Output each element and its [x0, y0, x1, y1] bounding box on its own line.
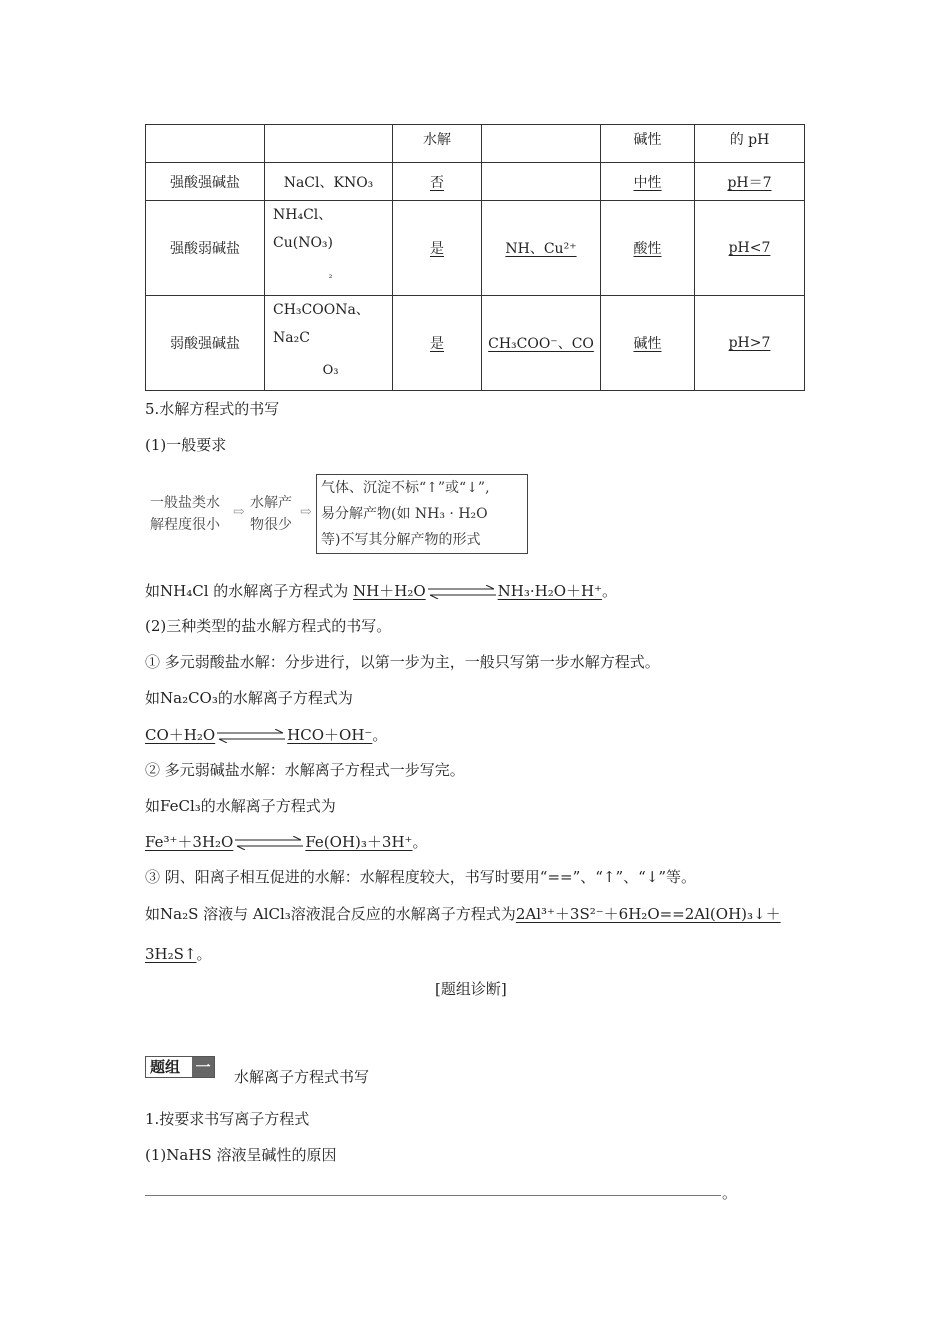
hydrolysis-cell: 是 — [430, 336, 444, 352]
group-title: 水解离子方程式书写 — [234, 1068, 370, 1086]
answer-blank[interactable] — [145, 1195, 721, 1196]
equation-line-1: 2Al³⁺＋3S²⁻＋6H₂O==2Al(OH)₃↓＋ — [515, 905, 781, 923]
type-2-equation — [145, 831, 427, 852]
subsection-title: (1)一般要求 — [145, 436, 227, 454]
solution-nature-cell: 碱性 — [633, 336, 662, 352]
example-text: 如NH₄Cl 的水解离子方程式为 — [145, 582, 349, 600]
question-1-part-1: (1)NaHS 溶液呈碱性的原因 — [145, 1146, 337, 1164]
period: 。 — [602, 582, 618, 600]
equation-right: NH₃·H₂O＋H⁺ — [497, 582, 603, 600]
solution-nature-cell: 酸性 — [633, 241, 662, 257]
table-header-cell — [265, 125, 393, 163]
type-1-example: 如Na₂CO₃的水解离子方程式为 — [145, 689, 353, 707]
period: 。 — [372, 726, 388, 744]
ph-cell: pH>7 — [728, 335, 771, 351]
flow-rule-line: 等)不写其分解产物的形式 — [321, 532, 481, 548]
equilibrium-arrow-icon — [235, 836, 303, 850]
flow-rule-line: 易分解产物(如 NH₃ · H₂O — [321, 506, 488, 522]
equation-left: NH＋H₂O — [353, 582, 426, 600]
salt-examples-cell — [265, 201, 393, 296]
table-header-cell: 水解 — [393, 125, 482, 163]
hydrolysis-cell: 是 — [430, 241, 444, 257]
hollow-arrow-icon: ⇨ — [233, 504, 245, 520]
table-header-cell — [146, 125, 265, 163]
salt-examples-line: NH₄Cl、Cu(NO₃) — [273, 207, 333, 251]
flow-step-1-line-2: 解程度很小 — [150, 517, 220, 533]
flow-rule-box — [316, 474, 528, 554]
salt-examples-subscript: ₂ — [328, 271, 333, 281]
flow-step-1 — [150, 492, 220, 536]
hydrolyzed-ions-cell: CH₃COO⁻、CO — [488, 336, 594, 352]
flow-step-2 — [250, 492, 292, 536]
group-tag-label: 题组 — [150, 1058, 181, 1076]
salt-examples-cell — [265, 296, 393, 391]
table-header-cell: 碱性 — [601, 125, 695, 163]
equation-left: Fe³⁺＋3H₂O — [145, 833, 234, 851]
flow-step-2-line-1: 水解产 — [250, 495, 292, 511]
hydrolyzed-ions-cell: NH、Cu²⁺ — [505, 241, 577, 257]
salt-examples-continuation: O₃ — [322, 363, 339, 378]
salt-hydrolysis-table — [145, 124, 805, 391]
table-header-cell: 的 pH — [695, 125, 805, 163]
group-tag — [145, 1056, 215, 1078]
salt-type-cell: 弱酸强碱盐 — [146, 296, 265, 391]
ph-cell: pH＝7 — [727, 174, 772, 191]
type-2-rule: ② 多元弱碱盐水解：水解离子方程式一步写完。 — [145, 761, 465, 779]
question-1: 1.按要求书写离子方程式 — [145, 1110, 310, 1128]
equation-left: CO＋H₂O — [145, 726, 216, 744]
salt-type-cell: 强酸强碱盐 — [146, 163, 265, 201]
example-nh4cl — [145, 580, 617, 601]
section-title: 5.水解方程式的书写 — [145, 400, 280, 418]
flow-step-1-line-1: 一般盐类水 — [150, 495, 220, 511]
salt-examples-line: CH₃COONa、Na₂C — [273, 302, 370, 346]
hydrolysis-cell: 否 — [430, 174, 444, 191]
diagnosis-heading: [题组诊断] — [435, 980, 507, 998]
type-3-example — [145, 903, 781, 924]
equation-line-2: 3H₂S↑ — [145, 945, 197, 963]
equation-right: HCO＋OH⁻ — [287, 726, 373, 744]
example-text: 如Na₂S 溶液与 AlCl₃溶液混合反应的水解离子方程式为 — [145, 905, 516, 923]
ph-cell: pH<7 — [728, 240, 771, 256]
table-header-row — [146, 125, 805, 163]
table-row — [146, 201, 805, 296]
period: 。 — [412, 833, 428, 851]
type-1-rule: ① 多元弱酸盐水解：分步进行，以第一步为主，一般只写第一步水解方程式。 — [145, 653, 660, 671]
period: 。 — [196, 945, 212, 963]
table-row — [146, 163, 805, 201]
equilibrium-arrow-icon — [217, 729, 285, 743]
salt-type-cell: 强酸弱碱盐 — [146, 201, 265, 296]
hollow-arrow-icon: ⇨ — [300, 504, 312, 520]
equation-right: Fe(OH)₃＋3H⁺ — [305, 833, 413, 851]
table-header-cell — [482, 125, 601, 163]
type-1-equation — [145, 724, 387, 745]
equilibrium-arrow-icon — [428, 585, 496, 599]
hydrolyzed-ions-cell — [482, 163, 601, 201]
flow-step-2-line-2: 物很少 — [250, 517, 292, 533]
group-tag-number: 一 — [192, 1057, 214, 1077]
three-types-title: (2)三种类型的盐水解方程式的书写。 — [145, 617, 392, 635]
salt-examples-cell: NaCl、KNO₃ — [265, 163, 393, 201]
table-row — [146, 296, 805, 391]
solution-nature-cell: 中性 — [633, 174, 662, 191]
flow-rule-line: 气体、沉淀不标“↑”或“↓”, — [321, 480, 490, 496]
type-3-equation-cont — [145, 943, 212, 964]
period: 。 — [722, 1184, 738, 1202]
type-2-example: 如FeCl₃的水解离子方程式为 — [145, 797, 336, 815]
type-3-rule: ③ 阴、阳离子相互促进的水解：水解程度较大，书写时要用“==”、“↑”、“↓”等。 — [145, 868, 697, 886]
